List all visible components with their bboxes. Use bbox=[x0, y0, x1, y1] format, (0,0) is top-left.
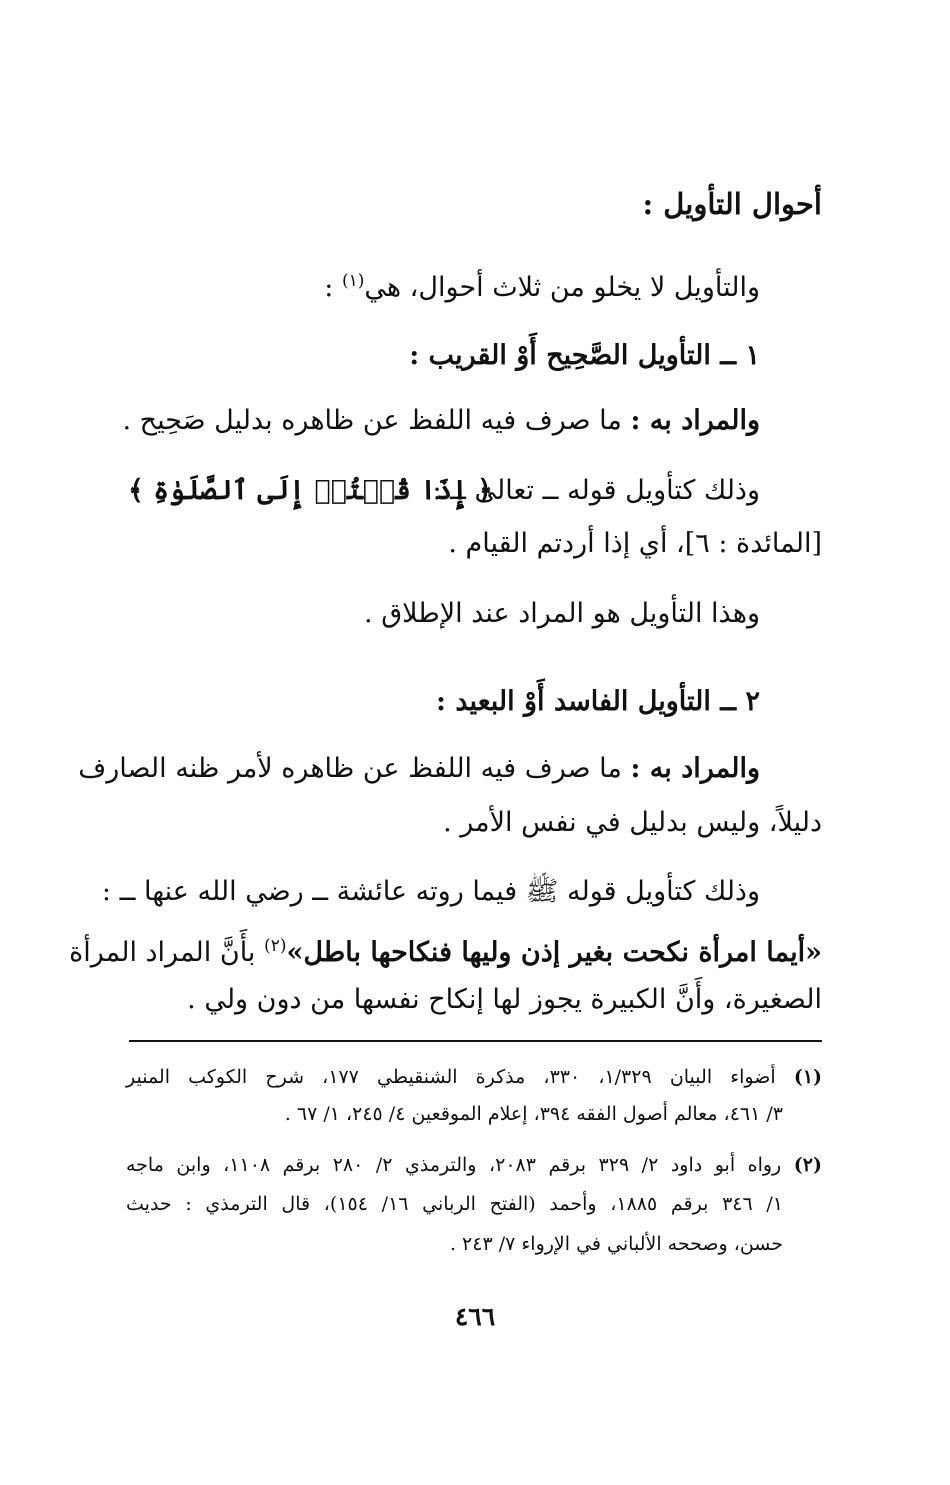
item2-definition-label: والمراد به : bbox=[630, 753, 760, 784]
footnote-1-line1 bbox=[126, 1064, 822, 1090]
page-number: ٤٦٦ bbox=[454, 1302, 496, 1331]
item1-definition-label: والمراد به : bbox=[630, 405, 760, 436]
item1-definition-text: ما صرف فيه اللفظ عن ظاهره بدليل صَحِيح . bbox=[122, 405, 622, 436]
item1-note: وهذا التأويل هو المراد عند الإطلاق . bbox=[364, 598, 760, 629]
item2-example-line3: الصغيرة، وأَنَّ الكبيرة يجوز لها إنكاح نفسها من دون ولي . bbox=[187, 984, 822, 1015]
item1-example-line1 bbox=[128, 473, 760, 509]
footnote-2-number: (٢) bbox=[793, 1154, 822, 1176]
quran-verse: ﴿ إِذَا قُمۡتُمۡ إِلَى ٱلصَّلَوٰةِ ﴾ bbox=[128, 475, 493, 506]
footnote-2-line2: ١/ ٣٤٦ برقم ١٨٨٥، وأحمد (الفتح الرباني ١٦/ ١٥٤)، قال الترمذي : حديث bbox=[126, 1193, 783, 1215]
item2-heading: ٢ ــ التأويل الفاسد أَوْ البعيد : bbox=[436, 686, 760, 717]
item1-example-text: وذلك كتأويل قوله ــ تعالى ــ : bbox=[432, 475, 760, 506]
intro-text: والتأويل لا يخلو من ثلاث أحوال، هي bbox=[364, 272, 760, 303]
item2-example-line2-rest: بأَنَّ المراد المرأة bbox=[69, 937, 256, 968]
footnote-1-line2: ٣/ ٤٦١، معالم أصول الفقه ٣٩٤، إعلام الموقعين ٤/ ٢٤٥، ١/ ٦٧ . bbox=[284, 1103, 783, 1125]
item1-example-line2: [المائدة : ٦]، أي إذا أردتم القيام . bbox=[448, 528, 822, 559]
item1-heading: ١ ــ التأويل الصَّحِيح أَوْ القريب : bbox=[409, 340, 760, 371]
footnote-1-number: (١) bbox=[793, 1066, 823, 1088]
intro-colon: : bbox=[324, 272, 334, 303]
footnote-divider bbox=[129, 1040, 822, 1042]
footnote-2-line3: حسن، وصححه الألباني في الإرواء ٧/ ٢٤٣ . bbox=[449, 1233, 783, 1255]
item2-definition-line1 bbox=[78, 751, 760, 787]
item1-definition bbox=[122, 403, 760, 439]
footnote-2-text-line1: رواه أبو داود ٢/ ٣٢٩ برقم ٢٠٨٣، والترمذي ٢/ ٢٨٠ برقم ١١٠٨، وابن ماجه bbox=[126, 1154, 782, 1176]
item2-definition-text: ما صرف فيه اللفظ عن ظاهره لأمر ظنه الصارف bbox=[78, 753, 622, 784]
footnote-1-text-line1: أضواء البيان ١/٣٢٩، ٣٣٠، مذكرة الشنقيطي ١٧٧، شرح الكوكب المنير bbox=[126, 1066, 776, 1088]
hadith-text: «أيما امرأة نكحت بغير إذن وليها فنكاحها باطل» bbox=[286, 937, 822, 968]
section-title: أحوال التأويل : bbox=[642, 187, 822, 221]
intro-paragraph bbox=[128, 263, 760, 306]
item2-example-line2 bbox=[69, 928, 822, 971]
footnote-2-line1 bbox=[126, 1152, 822, 1178]
footnote-ref-1[interactable]: (١) bbox=[341, 271, 365, 291]
item2-example-line1: وذلك كتأويل قوله ﷺ فيما روته عائشة ــ رضي الله عنها ــ : bbox=[101, 876, 760, 907]
item2-definition-line2: دليلاً، وليس بدليل في نفس الأمر . bbox=[443, 807, 822, 838]
footnote-ref-2[interactable]: (٢) bbox=[264, 936, 287, 956]
